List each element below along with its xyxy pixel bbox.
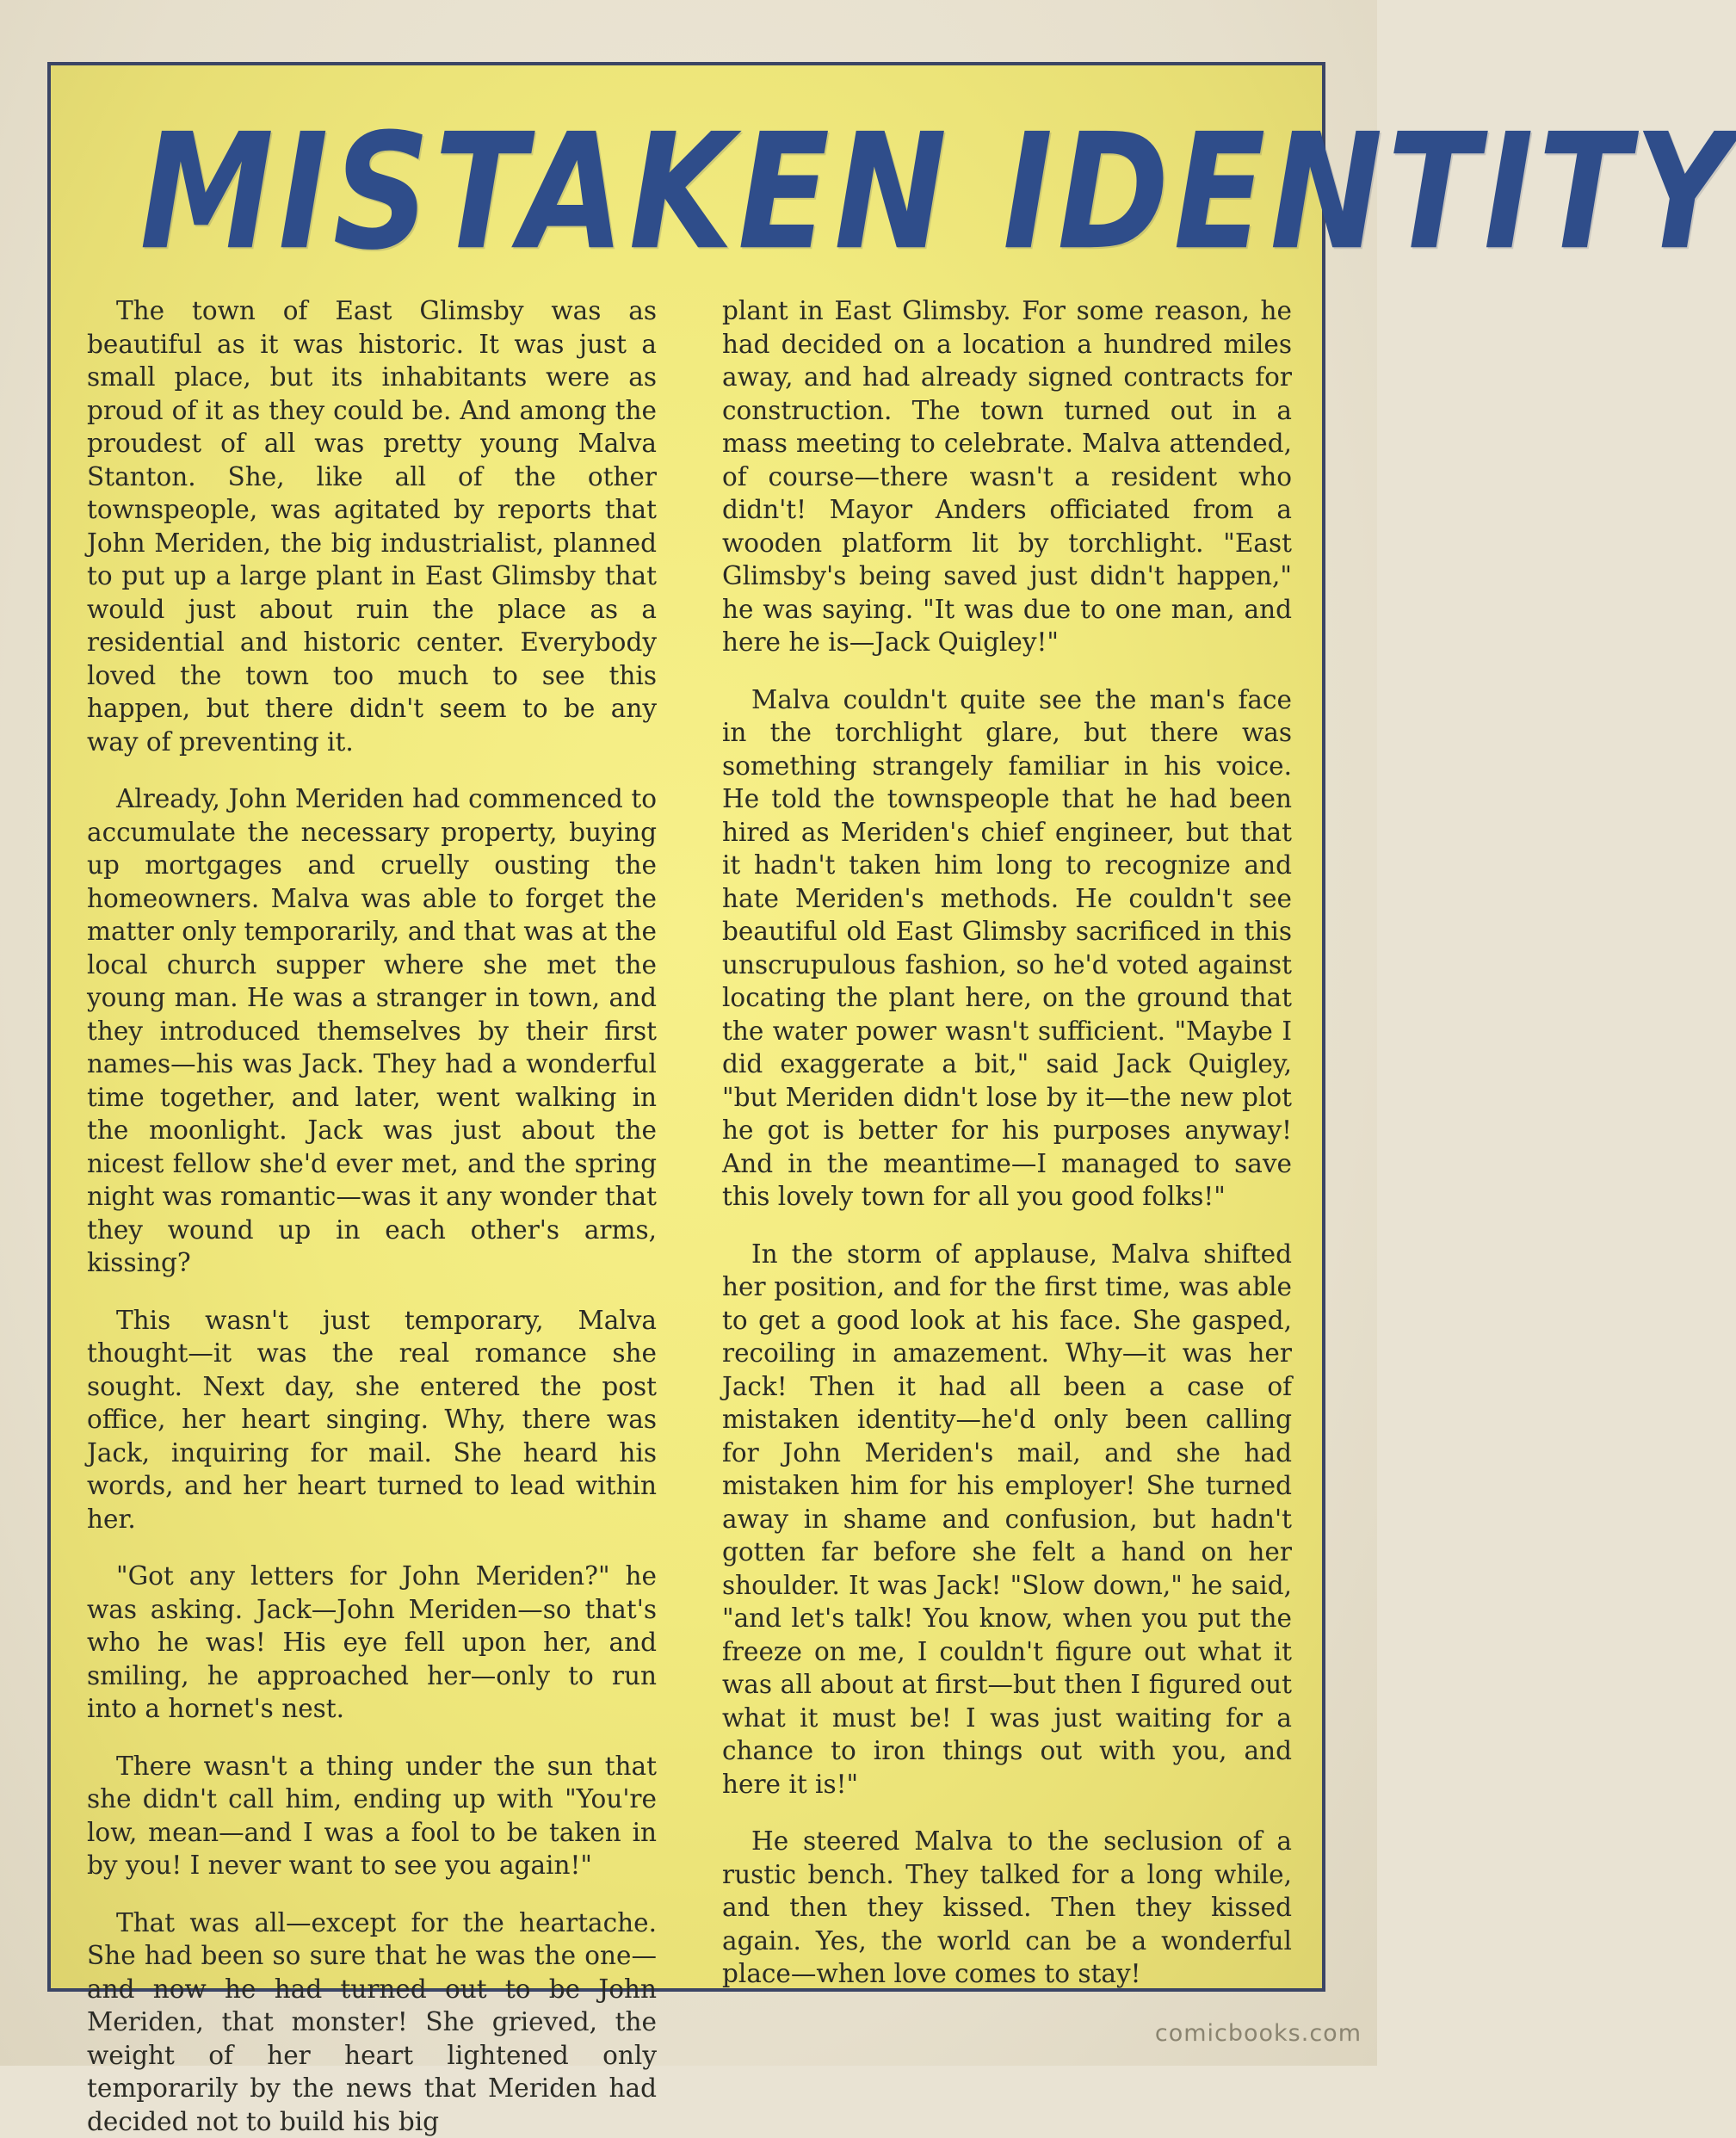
paragraph: This wasn't just temporary, Malva thought—it was the real romance she sought. Next day, she entered the post office, her heart singing. Why, there was Jack, inquiring for mail. She heard his words, and her heart turned to lead within her. bbox=[87, 1304, 657, 1536]
paragraph: In the storm of applause, Malva shifted her position, and for the first time, was able to get a good look at his face. She gasped, recoiling in amazement. Why—it was her Jack! Then it had all been a case of mistaken identity—he'd only been calling for John Meriden's mail, and she had mistaken him for his employer! She turned away in shame and confusion, but hadn't gotten far before she felt a hand on her shoulder. It was Jack! "Slow down," he said, "and let's talk! You know, when you put the freeze on me, I couldn't figure out what it was all about at first—but then I figured out what it must be! I was just waiting for a chance to iron things out with you, and here it is!" bbox=[722, 1238, 1292, 1801]
paragraph: That was all—except for the heartache. She had been so sure that he was the one—and now he had turned out to be John Meriden, that monster! She grieved, the weight of her heart lightened only temporarily by the news that Meriden had decided not to build his big bbox=[87, 1906, 657, 2138]
paragraph: The town of East Glimsby was as beautiful as it was historic. It was just a small place, but its inhabitants were as proud of it as they could be. And among the proudest of all was pretty young Malva Stanton. She, like all of the other townspeople, was agitated by reports that John Meriden, the big industrialist, planned to put up a large plant in East Glimsby that would just about ruin the place as a residential and historic center. Everybody loved the town too much to see this happen, but there didn't seem to be any way of preventing it. bbox=[87, 294, 657, 758]
paragraph: He steered Malva to the seclusion of a rustic bench. They talked for a long while, and then they kissed. Then they kissed again. Yes, the world can be a wonderful place—when love comes to stay! bbox=[722, 1825, 1292, 1991]
paragraph: plant in East Glimsby. For some reason, he had decided on a location a hundred miles away, and had already signed contracts for construction. The town turned out in a mass meeting to celebrate. Malva attended, of course—there wasn't a resident who didn't! Mayor Anders officiated from a wooden platform lit by torchlight. "East Glimsby's being saved just didn't happen," he was saying. "It was due to one man, and here he is—Jack Quigley!" bbox=[722, 294, 1292, 659]
watermark: comicbooks.com bbox=[1155, 2020, 1362, 2047]
paragraph: There wasn't a thing under the sun that she didn't call him, ending up with "You're low, mean—and I was a fool to be taken in by you! I never want to see you again!" bbox=[87, 1750, 657, 1882]
paragraph: Malva couldn't quite see the man's face in the torchlight glare, but there was something strangely familiar in his voice. He told the townspeople that he had been hired as Meriden's chief engineer, but that it hadn't taken him long to recognize and hate Meriden's methods. He couldn't see beautiful old East Glimsby sacrificed in this unscrupulous fashion, so he'd voted against locating the plant here, on the ground that the water power wasn't sufficient. "Maybe I did exaggerate a bit," said Jack Quigley, "but Meriden didn't lose by it—the new plot he got is better for his purposes anyway! And in the meantime—I managed to save this lovely town for all you good folks!" bbox=[722, 683, 1292, 1214]
paragraph: "Got any letters for John Meriden?" he was asking. Jack—John Meriden—so that's who he was! His eye fell upon her, and smiling, he approached her—only to run into a hornet's nest. bbox=[87, 1560, 657, 1726]
left-column bbox=[87, 294, 657, 1964]
story-panel bbox=[47, 62, 1325, 1992]
right-column bbox=[722, 294, 1292, 1964]
story-title: MISTAKEN IDENTITY bbox=[139, 112, 1232, 272]
paragraph: Already, John Meriden had commenced to accumulate the necessary property, buying up mortgages and cruelly ousting the homeowners. Malva was able to forget the matter only temporarily, and that was at the local church supper where she met the young man. He was a stranger in town, and they introduced themselves by their first names—his was Jack. They had a wonderful time together, and later, went walking in the moonlight. Jack was just about the nicest fellow she'd ever met, and the spring night was romantic—was it any wonder that they wound up in each other's arms, kissing? bbox=[87, 782, 657, 1280]
text-columns bbox=[87, 294, 1292, 1964]
